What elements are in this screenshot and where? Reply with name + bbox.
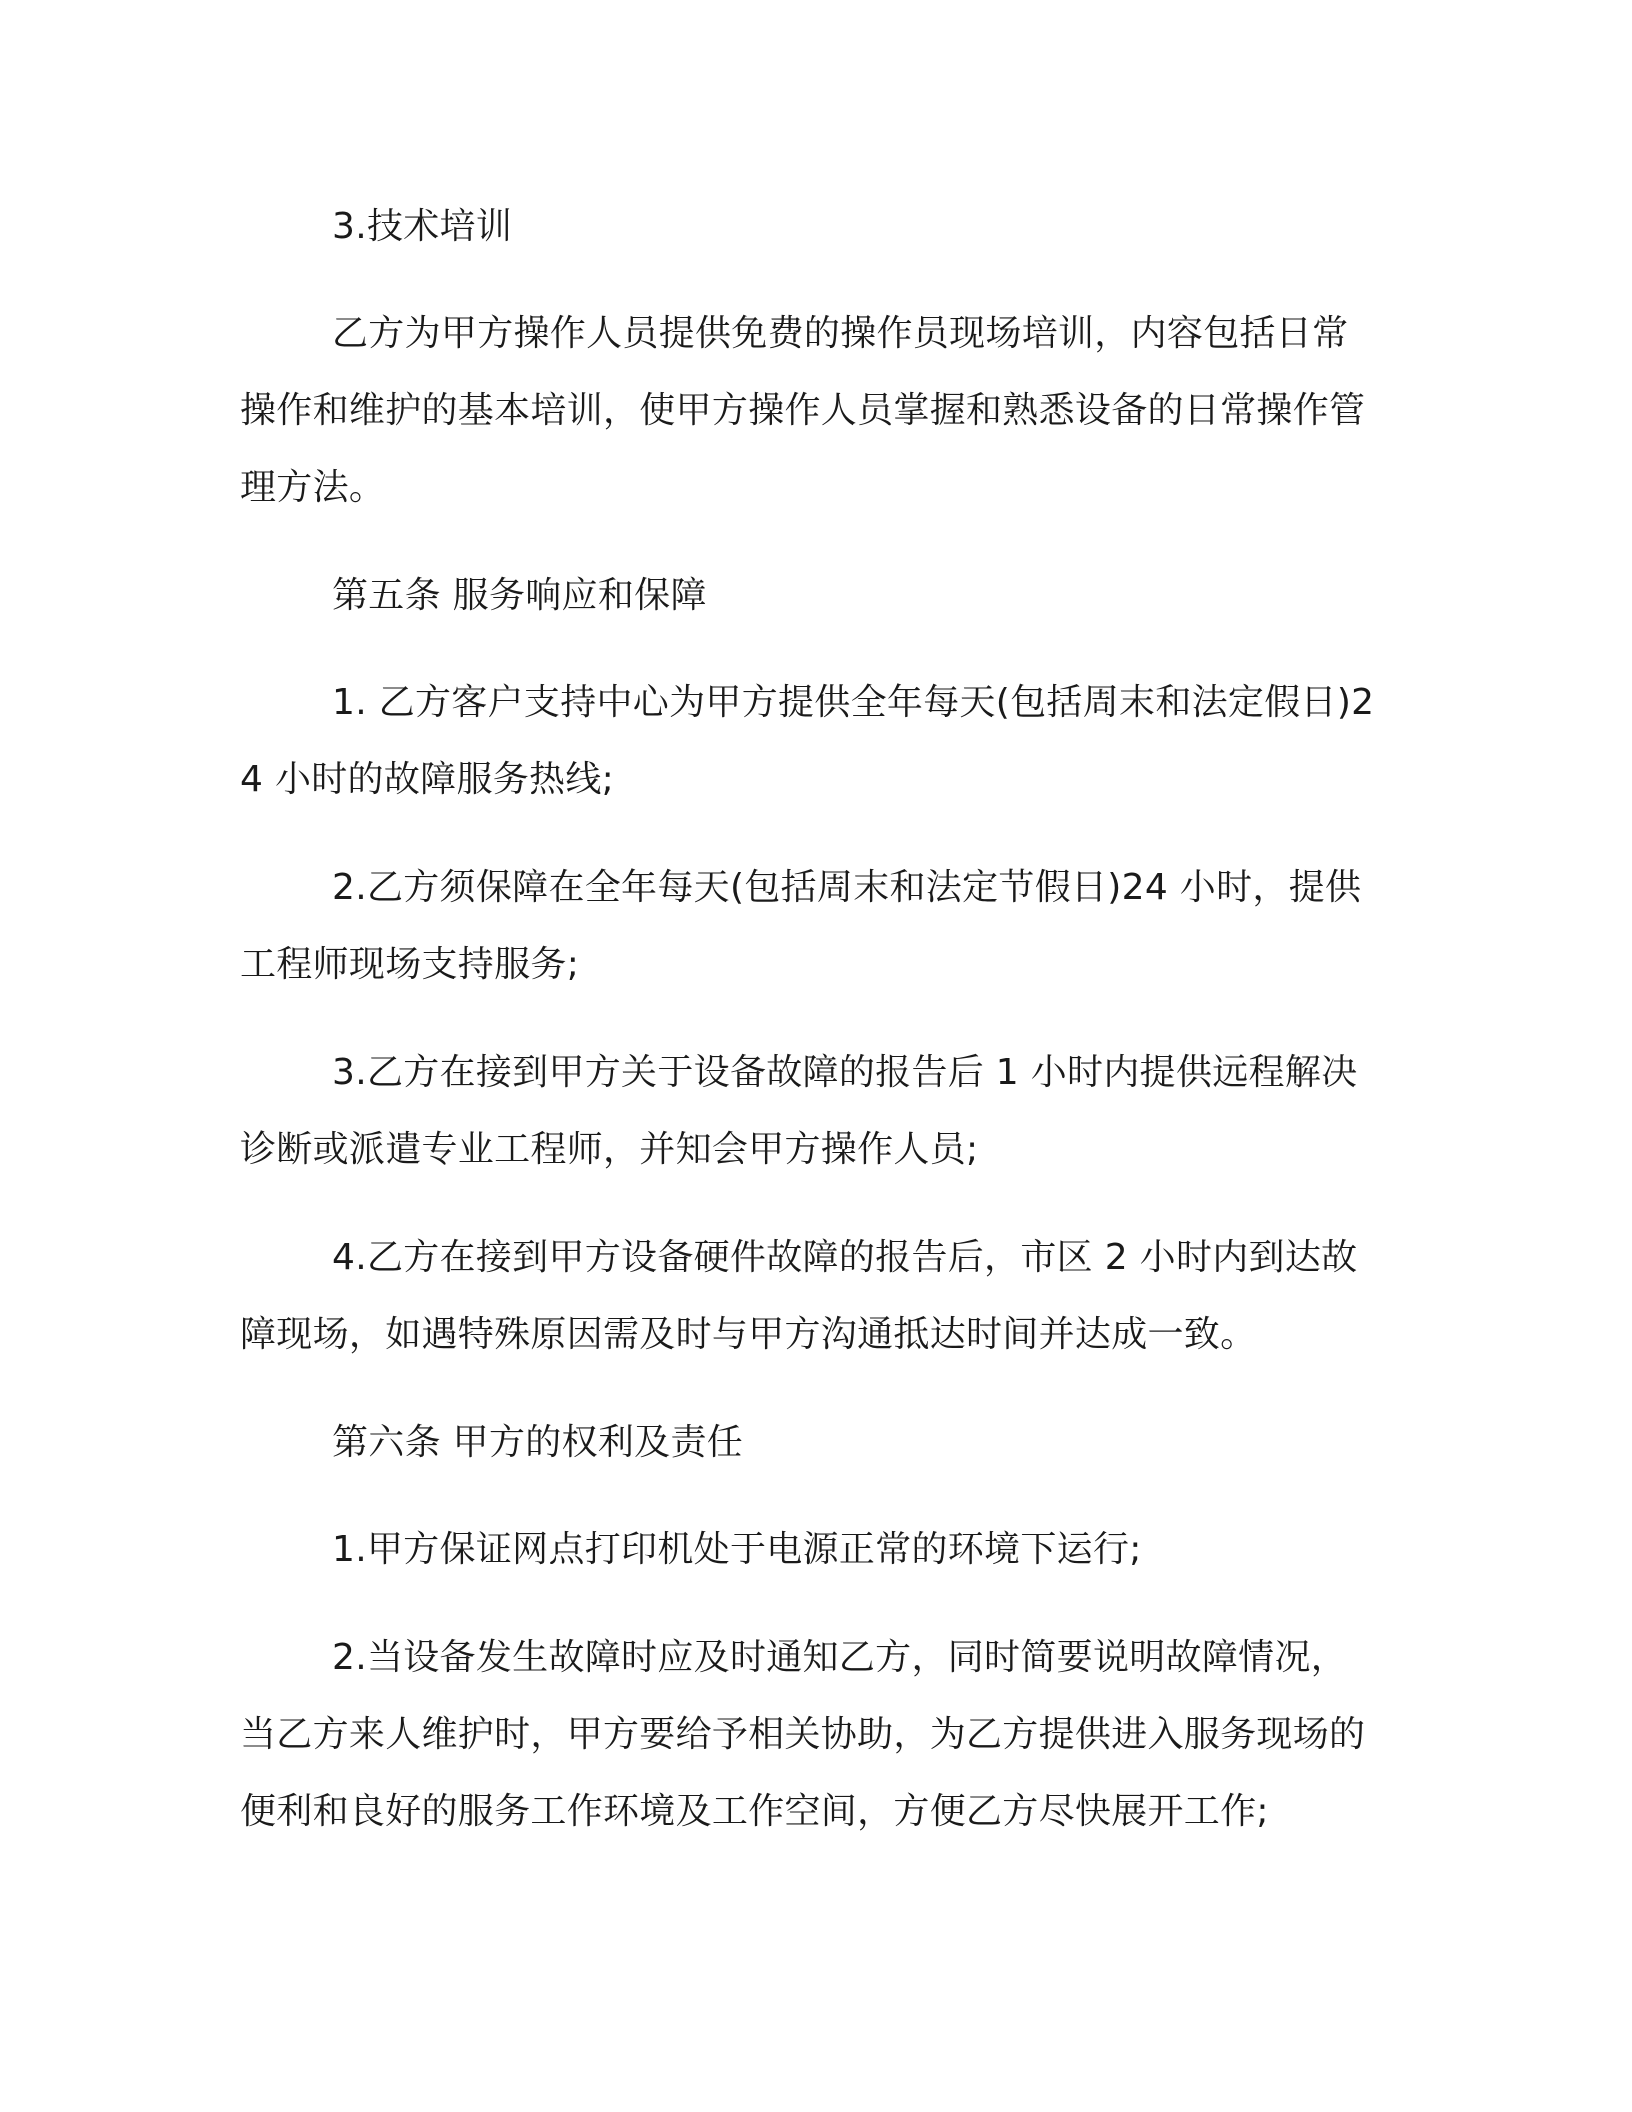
document-body bbox=[240, 188, 1380, 1881]
article-six-item-2: 2.当设备发生故障时应及时通知乙方，同时简要说明故障情况，当乙方来人维护时，甲方要给予相关协助，为乙方提供进入服务现场的便利和良好的服务工作环境及工作空间，方便乙方尽快展开工作; bbox=[240, 1637, 1366, 1832]
article-six-item-1: 1.甲方保证网点打印机处于电源正常的环境下运行; bbox=[332, 1529, 1142, 1570]
article-six-title: 第六条 甲方的权利及责任 bbox=[332, 1422, 744, 1463]
article-five-title: 第五条 服务响应和保障 bbox=[332, 575, 707, 616]
section-title-technical-training: 3.技术培训 bbox=[332, 206, 513, 247]
paragraph-training-content: 乙方为甲方操作人员提供免费的操作员现场培训，内容包括日常操作和维护的基本培训，使甲方操作人员掌握和熟悉设备的日常操作管理方法。 bbox=[240, 313, 1366, 508]
article-five-item-4: 4.乙方在接到甲方设备硬件故障的报告后，市区 2 小时内到达故障现场，如遇特殊原因需及时与甲方沟通抵达时间并达成一致。 bbox=[240, 1237, 1358, 1355]
article-five-item-3: 3.乙方在接到甲方关于设备故障的报告后 1 小时内提供远程解决诊断或派遣专业工程师，并知会甲方操作人员; bbox=[240, 1052, 1358, 1170]
article-five-item-1: 1. 乙方客户支持中心为甲方提供全年每天(包括周末和法定假日)24 小时的故障服务热线; bbox=[240, 682, 1375, 800]
article-five-item-2: 2.乙方须保障在全年每天(包括周末和法定节假日)24 小时，提供工程师现场支持服务; bbox=[240, 867, 1362, 985]
